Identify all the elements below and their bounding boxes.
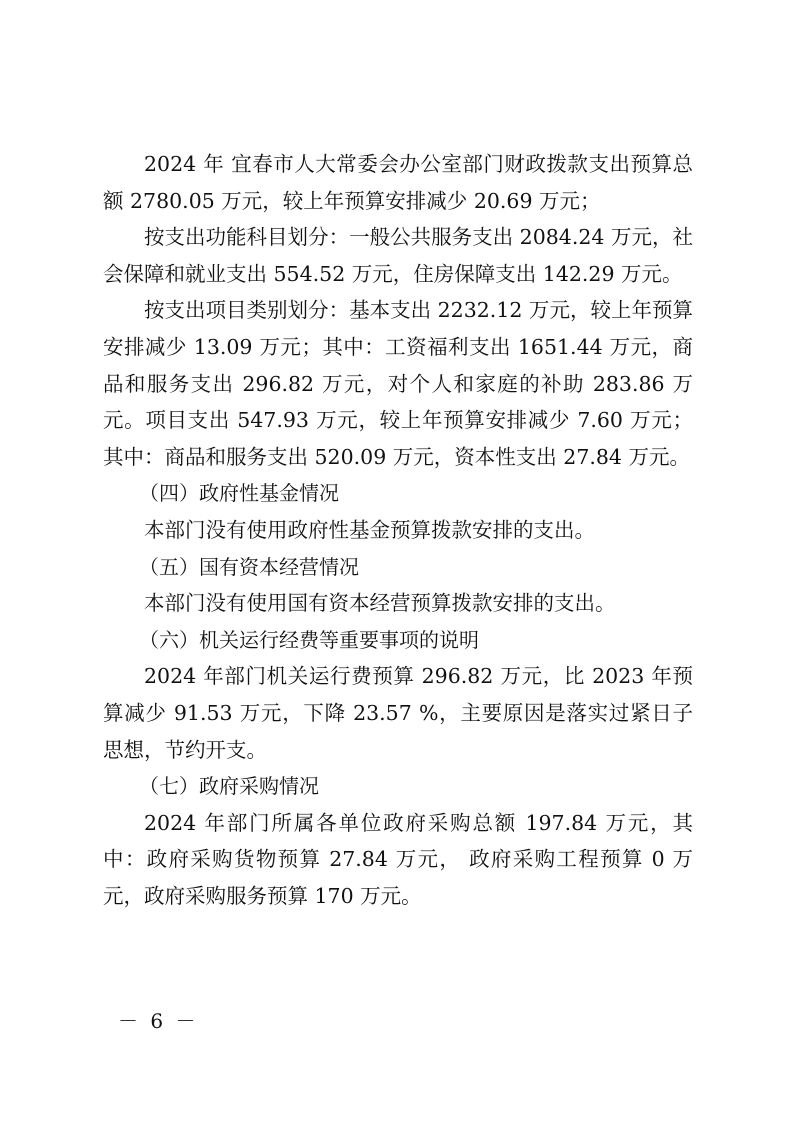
paragraph-item-classification: 按支出项目类别划分：基本支出 2232.12 万元，较上年预算安排减少 13.09 万元；其中：工资福利支出 1651.44 万元，商品和服务支出 296.82 万元，对个人和家庭的补助 283.86 万元。项目支出 547.93 万元，较上年预算安排减少 7.60 万元；其中：商品和服务支出 520.09 万元，资本性支出 27.84 万元。 <box>103 298 693 469</box>
page-number: － 6 － <box>118 1009 199 1033</box>
paragraph-total-budget: 2024 年 宜春市人大常委会办公室部门财政拨款支出预算总额 2780.05 万元，较上年预算安排减少 20.69 万元； <box>103 152 693 213</box>
paragraph-operating-expenses: 2024 年部门机关运行费预算 296.82 万元，比 2023 年预算减少 91.53 万元，下降 23.57 %，主要原因是落实过紧日子思想，节约开支。 <box>103 664 693 762</box>
paragraph-function-classification: 按支出功能科目划分：一般公共服务支出 2084.24 万元，社会保障和就业支出 554.52 万元，住房保障支出 142.29 万元。 <box>103 225 693 286</box>
section-heading-operating-expenses: （六）机关运行经费等重要事项的说明 <box>139 627 479 652</box>
section-heading-government-funds: （四）政府性基金情况 <box>139 481 339 506</box>
section-heading-procurement: （七）政府采购情况 <box>139 774 319 799</box>
paragraph-government-funds: 本部门没有使用政府性基金预算拨款安排的支出。 <box>144 517 595 542</box>
document-body <box>103 146 693 914</box>
paragraph-procurement: 2024 年部门所属各单位政府采购总额 197.84 万元，其中：政府采购货物预算 27.84 万元， 政府采购工程预算 0 万元，政府采购服务预算 170 万元。 <box>103 810 693 908</box>
paragraph-state-capital: 本部门没有使用国有资本经营预算拨款安排的支出。 <box>144 591 616 616</box>
section-heading-state-capital: （五）国有资本经营情况 <box>139 554 359 579</box>
